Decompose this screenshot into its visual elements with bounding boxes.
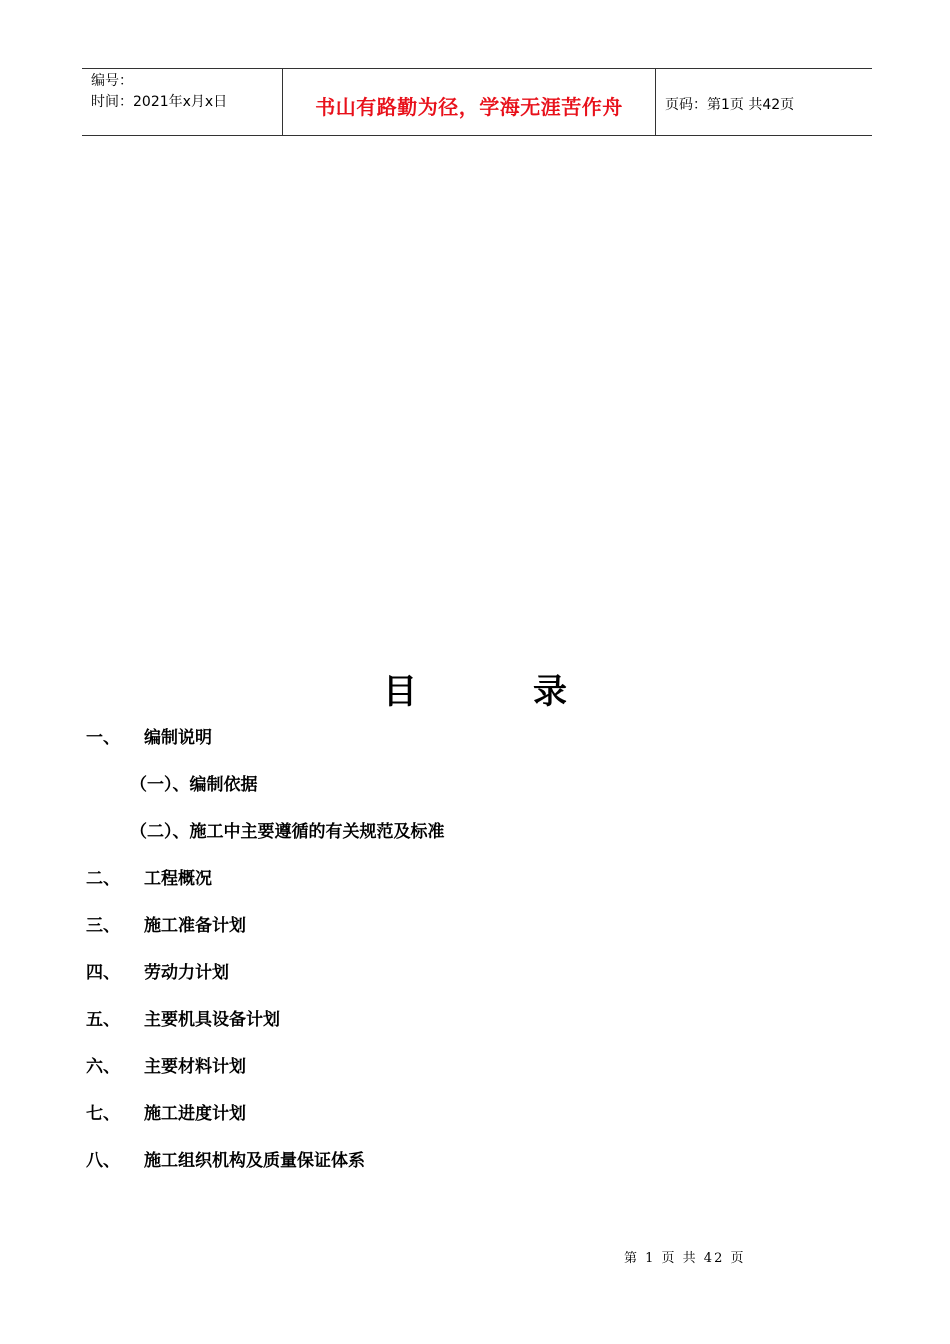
document-date-label: 时间：2021年x月x日 — [91, 94, 228, 110]
toc-item-label: 施工进度计划 — [144, 1104, 246, 1124]
toc-item-number: 五、 — [86, 1010, 120, 1030]
toc-subitem-label: （二）、施工中主要遵循的有关规范及标准 — [130, 822, 445, 842]
header-page-cell — [656, 69, 872, 135]
toc-item-number: 四、 — [86, 963, 120, 983]
toc-subitem-1-1[interactable] — [130, 770, 258, 795]
header-motto: 书山有路勤为径，学海无涯苦作舟 — [315, 94, 623, 119]
header-motto-cell — [283, 69, 656, 135]
toc-item-number: 七、 — [86, 1104, 120, 1124]
toc-subitem-label: （一）、编制依据 — [130, 775, 258, 795]
toc-item-label: 工程概况 — [144, 869, 212, 889]
toc-item-number: 三、 — [86, 916, 120, 936]
toc-title — [0, 664, 950, 713]
toc-item-number: 六、 — [86, 1057, 120, 1077]
page-footer: 第 1 页 共 42 页 — [624, 1251, 746, 1266]
document-number-label: 编号： — [91, 73, 133, 89]
toc-item-label: 施工准备计划 — [144, 916, 246, 936]
toc-item-label: 施工组织机构及质量保证体系 — [144, 1151, 365, 1171]
toc-item-number: 二、 — [86, 869, 120, 889]
document-header — [82, 68, 872, 136]
toc-subitem-1-2[interactable] — [130, 817, 445, 842]
toc-item-label: 主要材料计划 — [144, 1057, 246, 1077]
toc-title-left: 目 — [383, 672, 417, 712]
toc-item-label: 劳动力计划 — [144, 963, 229, 983]
toc-item-label: 编制说明 — [144, 728, 212, 748]
toc-item-label: 主要机具设备计划 — [144, 1010, 280, 1030]
toc-title-right: 录 — [533, 672, 567, 712]
header-page-info: 页码：第1页 共42页 — [665, 97, 795, 113]
toc-item-number: 八、 — [86, 1151, 120, 1171]
header-meta-cell — [82, 69, 283, 135]
toc-item-number: 一、 — [86, 728, 120, 748]
